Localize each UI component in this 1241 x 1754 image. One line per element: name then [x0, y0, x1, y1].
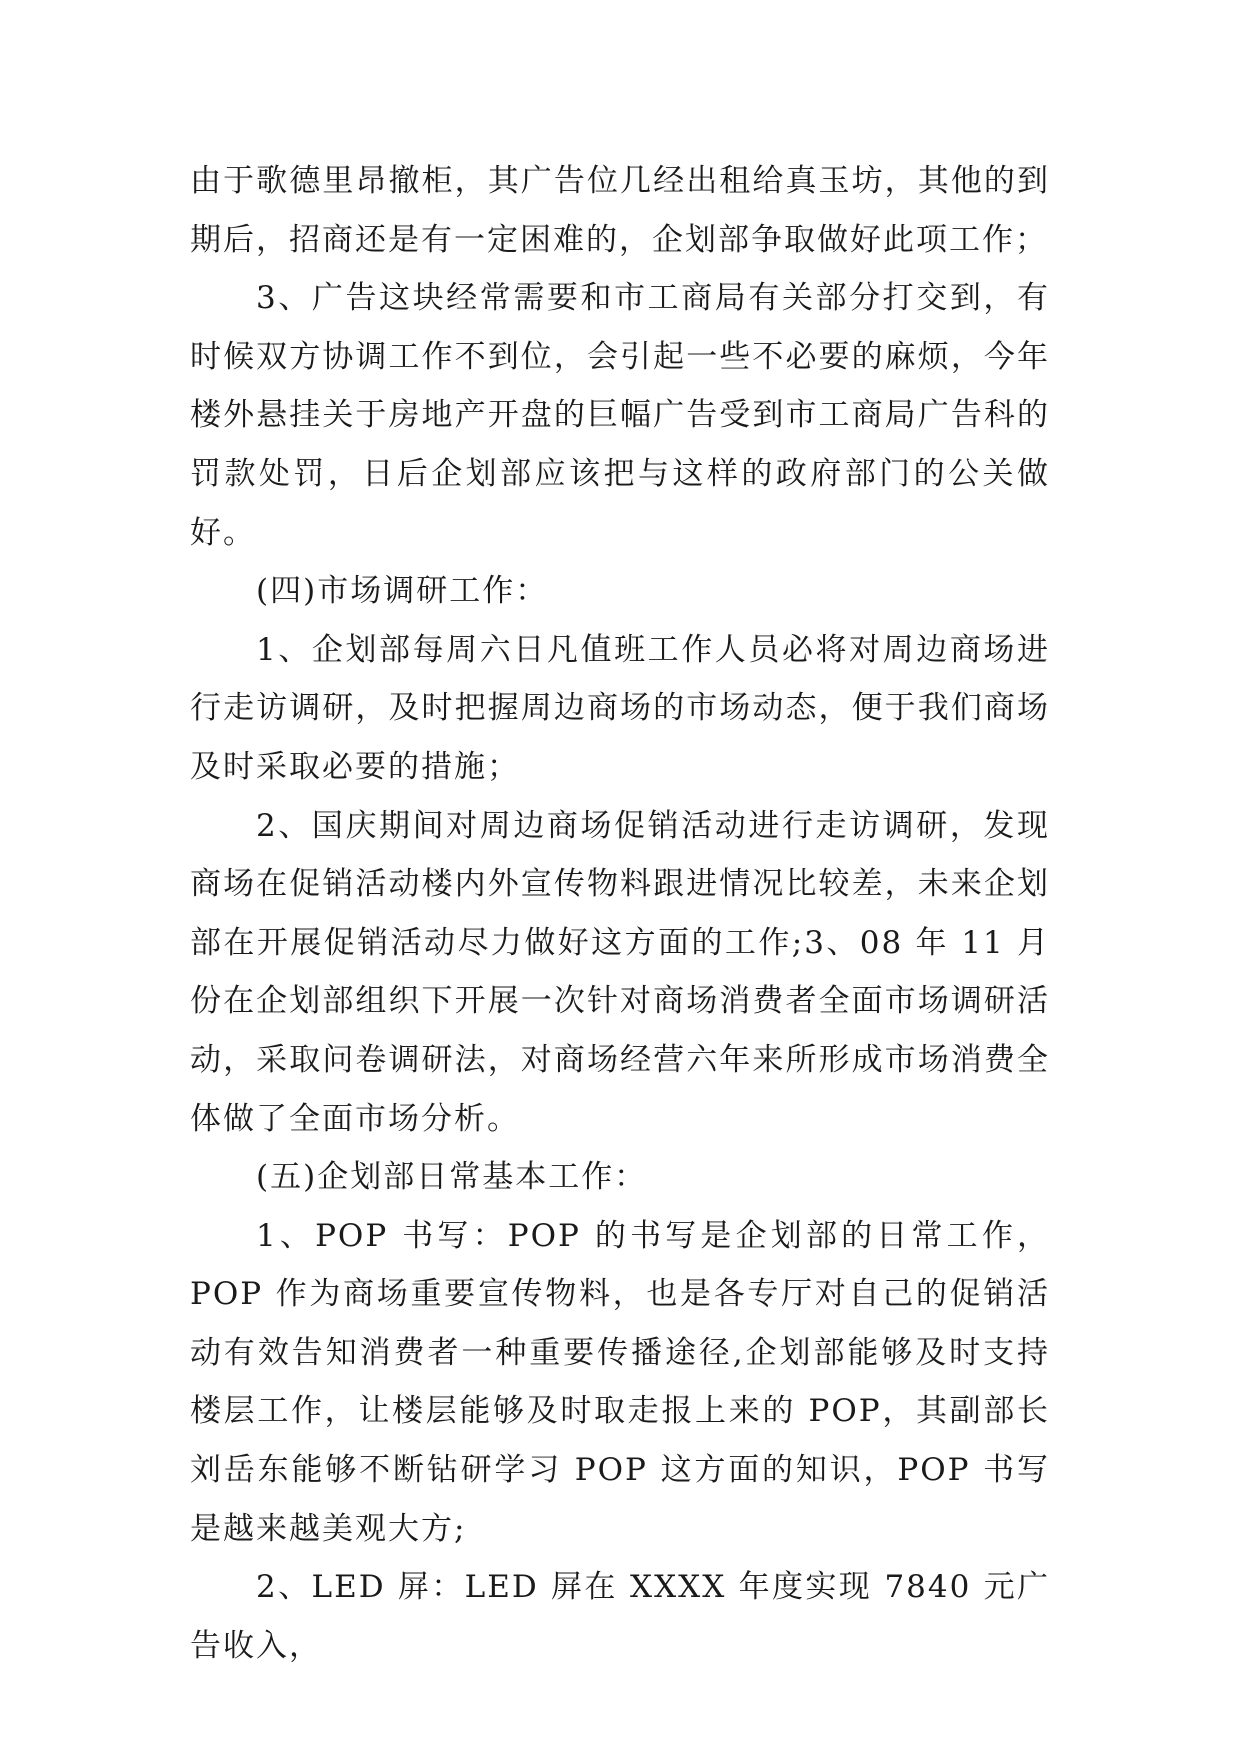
paragraph-item-3-ad-relations: 3、广告这块经常需要和市工商局有关部分打交到，有时候双方协调工作不到位，会引起一些不必要的麻烦，今年楼外悬挂关于房地产开盘的巨幅广告受到市工商局广告科的罚款处罚，日后企划部应该把与这样的政府部门的公关做好。 [190, 280, 1050, 551]
paragraph-daily-item-1-pop: 1、POP 书写：POP 的书写是企划部的日常工作，POP 作为商场重要宣传物料，也是各专厅对自己的促销活动有效告知消费者一种重要传播途径,企划部能够及时支持楼层工作，让楼层能够及时取走报上来的 POP，其副部长刘岳东能够不断钻研学习 POP 这方面的知识，POP 书写是越来越美观大方; [190, 1217, 1050, 1547]
paragraph-daily-item-2-led: 2、LED 屏：LED 屏在 XXXX 年度实现 7840 元广告收入， [190, 1569, 1050, 1664]
section-heading-daily-work: (五)企划部日常基本工作： [256, 1159, 648, 1196]
document-body [190, 152, 1050, 1675]
paragraph-research-item-2: 2、国庆期间对周边商场促销活动进行走访调研，发现商场在促销活动楼内外宣传物料跟进情况比较差，未来企划部在开展促销活动尽力做好这方面的工作;3、08 年 11 月份在企划部组织下开展一次针对商场消费者全面市场调研活动，采取问卷调研法，对商场经营六年来所形成市场消费全体做了全面市场分析。 [190, 807, 1050, 1137]
section-heading-market-research: (四)市场调研工作： [256, 573, 549, 610]
paragraph-research-item-1: 1、企划部每周六日凡值班工作人员必将对周边商场进行走访调研，及时把握周边商场的市场动态，便于我们商场及时采取必要的措施； [190, 631, 1050, 785]
paragraph-ad-space-continuation: 由于歌德里昂撤柜，其广告位几经出租给真玉坊，其他的到期后，招商还是有一定困难的，企划部争取做好此项工作； [190, 163, 1050, 258]
